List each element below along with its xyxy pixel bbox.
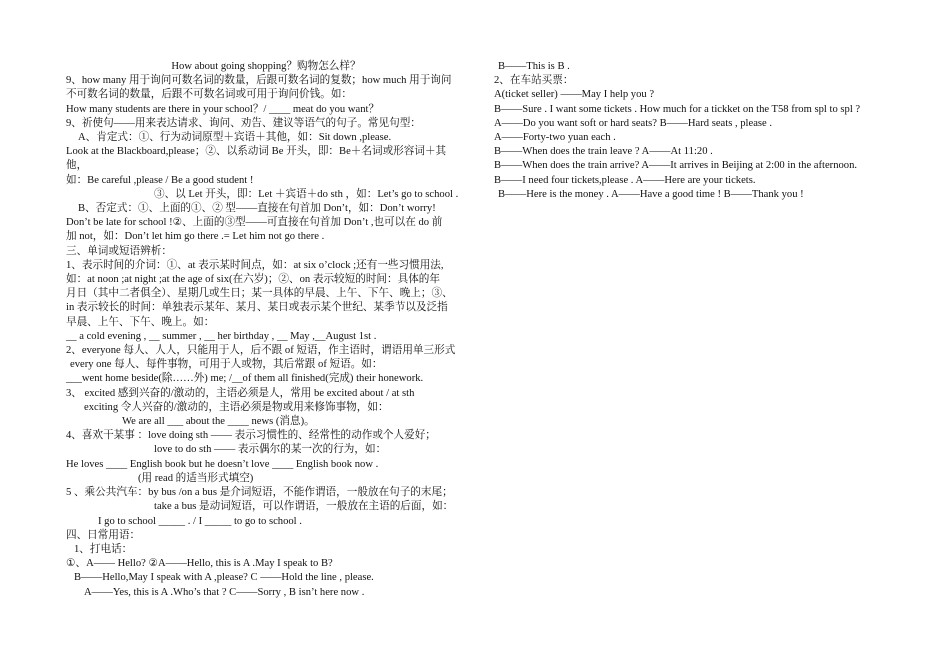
text-line: 如：Be careful ,please / Be a good student ! [66, 174, 254, 186]
text-line: 5 、乘公共汽车：by bus /on a bus 是介词短语，不能作谓语，一般放在句子的末尾； [66, 487, 453, 499]
text-line: 9、how many 用于询问可数名词的数量，后跟可数名词的复数；how much 用于询问 [66, 75, 452, 87]
section-heading: 2、在车站买票： [494, 75, 574, 87]
dialogue-line: B——Here is the money . A——Have a good time ! B——Thank you ! [498, 188, 804, 200]
text-line: 不可数名词的数量，后跟不可数名词或可用于询问价钱。如： [66, 89, 353, 101]
dialogue-line: B——When does the train arrive? A——It arrives in Beijing at 2:00 in the afternoon. [494, 160, 858, 172]
text-line: 1、表示时间的介词：①、at 表示某时间点，如：at six o’clock ;还有一些习惯用法, [66, 259, 444, 271]
text-line: __ a cold evening , __ summer , __ her birthday , __ May ,__August 1st . [66, 330, 377, 342]
text-line: B、否定式：①、上面的①、② 型——直接在句首加 Don’t，如：Don’t worry! [78, 203, 436, 215]
dialogue-line: ①、A—— Hello? ②A——Hello, this is A .May I speak to B? [66, 558, 333, 570]
section-title: How about going shopping？购物怎么样？ [171, 61, 361, 72]
text-line: 9、祈使句——用来表达请求、询问、劝告、建议等语气的句子。常见句型： [66, 117, 421, 129]
text-line: 3、 excited 感到兴奋的/激动的，主语必须是人，常用 be excited about / at sth [66, 387, 415, 399]
text-line: (用 read 的适当形式填空) [138, 472, 254, 484]
text-line: Don’t be late for school !②、上面的③型——可直接在句首加 Don’t ,也可以在 do 前 [66, 217, 443, 229]
text-line: take a bus 是动词短语，可以作谓语，一般放在主语的后面，如： [154, 501, 454, 513]
text-line: We are all ___ about the ____ news (消息)。 [122, 416, 315, 428]
text-line: ③、以 Let 开头，即：Let ＋宾语＋do sth ，如：Let’s go to school . [154, 188, 459, 200]
text-line: I go to school _____ . / I _____ to go to school . [98, 515, 302, 527]
dialogue-line: B——This is B . [498, 61, 570, 72]
dialogue-line: B——I need four tickets,please . A——Here are your tickets. [494, 174, 756, 186]
text-line: A、肯定式：①、行为动词原型＋宾语＋其他，如：Sit down ,please. [78, 132, 392, 144]
text-line: ___went home beside(除……外) me; /__of them all finished(完成) their honework. [66, 373, 424, 385]
dialogue-line: A——Forty-two yuan each . [494, 132, 616, 144]
text-line: How many students are there in your school？/ ____ meat do you want？ [66, 103, 380, 115]
text-line: He loves ____ English book but he doesn’t love ____ English book now . [66, 458, 379, 470]
dialogue-line: A(ticket seller) ——May I help you ? [494, 89, 655, 101]
text-line: love to do sth —— 表示偶尔的某一次的行为，如： [154, 444, 387, 456]
text-line: Look at the Blackboard,please；②、以系动词 Be 开头，即：Be＋名词或形容词＋其他， [66, 146, 447, 172]
dialogue-line: A——Yes, this is A .Who’s that ? C——Sorry , B isn’t here now . [84, 586, 365, 598]
text-line: 2、everyone 每人、人人，只能用于人，后不跟 of 短语，作主语时，谓语用单三形式 [66, 345, 456, 357]
dialogue-line: B——Hello,May I speak with A ,please? C ——Hold the line , please. [74, 572, 374, 584]
dialogue-line: B——When does the train leave ? A——At 11:20 . [494, 146, 713, 158]
section-heading: 四、日常用语： [66, 529, 141, 541]
text-line: 月日（其中二者俱全）、星期几或生日；某一具体的早晨、上午、下午、晚上；③、 [66, 288, 453, 300]
text-line: 加 not，如：Don’t let him go there .= Let him not go there . [66, 231, 325, 243]
text-line: 4、喜欢干某事 ：love doing sth —— 表示习惯性的、经常性的动作或个人爱好； [66, 430, 436, 442]
text-line: 1、打电话： [74, 543, 133, 555]
section-heading: 三、单词或短语辨析： [66, 245, 172, 257]
left-column [66, 60, 466, 600]
text-line: every one 每人、每件事物，可用于人或物，其后常跟 of 短语。如： [70, 359, 383, 371]
dialogue-line: A——Do you want soft or hard seats? B——Hard seats , please . [494, 117, 773, 129]
right-column [494, 60, 904, 202]
text-line: in 表示较长的时间：单独表示某年、某月、某日或表示某个世纪、某季节以及泛指 [66, 302, 448, 314]
text-line: 如：at noon ;at night ;at the age of six(在六岁)；②、on 表示较短的时间：具体的年 [66, 274, 440, 286]
text-line: 早晨、上午、下午、晚上。如： [66, 316, 215, 328]
dialogue-line: B——Sure . I want some tickets . How much for a tickket on the T58 from spl to spl ? [494, 103, 861, 115]
text-line: exciting 令人兴奋的/激动的，主语必须是物或用来修饰事物，如： [84, 401, 389, 413]
